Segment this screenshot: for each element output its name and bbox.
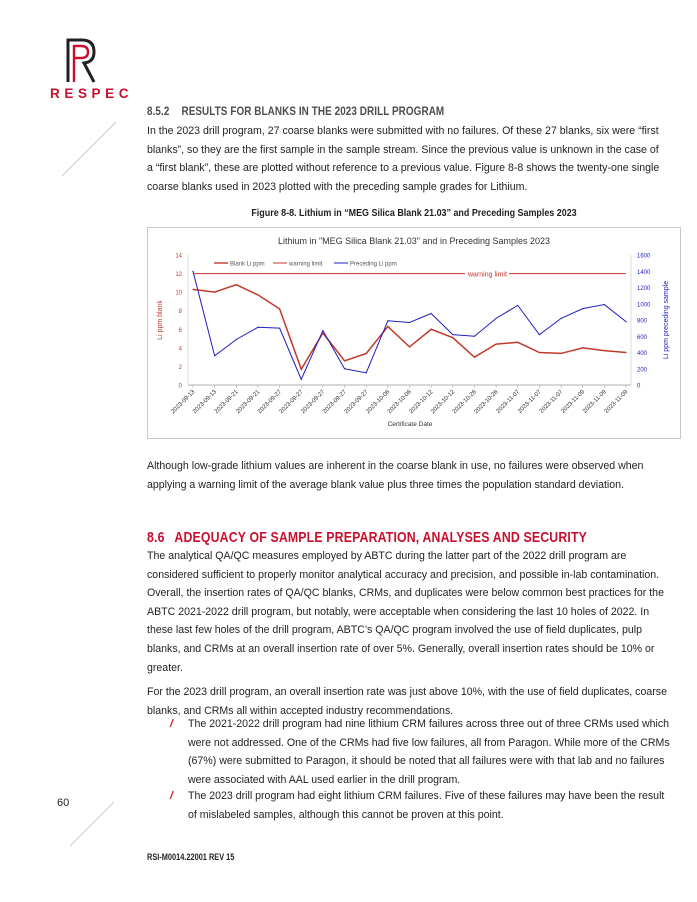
warning-limit-label: warning limit xyxy=(468,271,507,279)
x-tick-label: 2023-11-09 xyxy=(560,389,587,415)
y-tick-left: 12 xyxy=(175,272,182,279)
bullet-slash-icon: / xyxy=(170,718,173,730)
r-logo-icon xyxy=(44,36,116,84)
decorative-diagonal-top xyxy=(60,120,120,180)
section-number: 8.6 xyxy=(147,529,165,546)
legend-warning-label: warning limit xyxy=(289,261,323,268)
insertion-rate-paragraph: For the 2023 drill program, an overall insertion rate was just above 10%, with the use of field duplicates, coarse blanks, and CRMs all within accepted industry recommendations. xyxy=(147,686,667,717)
respec-logo-mark xyxy=(44,36,116,84)
y-tick-right: 1400 xyxy=(637,269,651,276)
series-blank-point xyxy=(279,308,280,309)
section-heading xyxy=(147,529,587,546)
x-tick-label: 2023-09-27 xyxy=(343,389,370,416)
y-tick-right: 200 xyxy=(637,367,648,374)
x-tick-label: 2023-10-26 xyxy=(473,389,500,416)
x-tick-label: 2023-09-21 xyxy=(235,389,262,416)
chart-title: Lithium in "MEG Silica Blank 21.03" and in Preceding Samples 2023 xyxy=(277,236,551,246)
series-preceding-line xyxy=(193,271,626,379)
series-preceding-point xyxy=(625,321,626,322)
series-preceding-point xyxy=(387,320,388,321)
legend-blank-label: Blank Li ppm xyxy=(230,261,265,268)
y-tick-right: 800 xyxy=(637,318,648,325)
series-blank-point xyxy=(452,337,453,338)
series-blank-point xyxy=(582,347,583,348)
document-footer: RSI-M0014.22001 REV 15 xyxy=(147,852,235,862)
y-tick-right: 1000 xyxy=(637,302,651,309)
y-tick-right: 400 xyxy=(637,351,648,357)
series-preceding-point xyxy=(236,339,237,340)
series-blank-point xyxy=(214,292,215,293)
series-preceding-point xyxy=(604,304,605,305)
chart-legend xyxy=(214,262,397,268)
y-tick-left: 10 xyxy=(175,290,182,297)
series-preceding-point xyxy=(539,334,540,335)
series-preceding-point xyxy=(560,318,561,319)
series-preceding-point xyxy=(496,318,497,319)
x-tick-label: 2023-10-26 xyxy=(451,389,478,416)
subsection-title: RESULTS FOR BLANKS IN THE 2023 DRILL PROGRAM xyxy=(181,106,445,118)
x-tick-label: 2023-09-13 xyxy=(192,389,219,416)
series-blank-point xyxy=(496,344,497,345)
x-tick-label: 2023-09-27 xyxy=(322,389,348,416)
series-preceding-point xyxy=(301,379,302,380)
series-blank-point xyxy=(257,294,258,295)
series-blank-point xyxy=(387,326,388,327)
series-blank-point xyxy=(474,357,475,358)
x-axis-label: Certificate Date xyxy=(387,421,433,428)
bullet-item xyxy=(170,715,670,789)
chart-container xyxy=(147,227,681,439)
respec-wordmark: RESPEC xyxy=(50,86,134,101)
x-tick-label: 2023-11-07 xyxy=(495,389,522,415)
bullet-item xyxy=(170,787,670,824)
y-tick-left: 0 xyxy=(178,383,182,390)
decorative-diagonal-bottom xyxy=(68,800,118,850)
page-number: 60 xyxy=(57,797,70,809)
x-tick-label: 2023-11-07 xyxy=(517,389,543,415)
y-tick-right: 600 xyxy=(637,334,648,341)
series-blank-point xyxy=(431,329,432,330)
x-tick-label: 2023-11-07 xyxy=(538,389,565,415)
series-preceding-point xyxy=(409,322,410,323)
series-preceding-point xyxy=(452,334,453,335)
bullet-text: The 2021-2022 drill program had nine lithium CRM failures across three out of three CRMs used which were not addressed. One of the CRMs had five low failures, all from Paragon. While more of the CRMs (67%) were submitted to Paragon, it should be noted that all failures were with that lab and no failures were associated with AAL used earlier in the drill program. xyxy=(188,718,670,786)
y-tick-right: 0 xyxy=(637,383,641,390)
low-grade-paragraph: Although low-grade lithium values are inherent in the coarse blank in use, no failures were observed when applying a warning limit of the average blank value plus three times the population standard deviation. xyxy=(147,460,644,491)
series-blank-point xyxy=(366,353,367,354)
series-blank-point xyxy=(560,353,561,354)
bullet-text: The 2023 drill program had eight lithium CRM failures. Five of these failures may have been the result of mislabeled samples, although this cannot be proven at this point. xyxy=(188,790,665,821)
y-axis-left-label: Li ppm blank xyxy=(157,300,164,340)
x-tick-label: 2023-09-27 xyxy=(278,389,305,416)
series-blank-point xyxy=(236,284,237,285)
y-tick-left: 14 xyxy=(175,253,182,260)
y-tick-left: 8 xyxy=(178,309,182,316)
x-tick-label: 2023-10-06 xyxy=(365,389,392,416)
series-preceding-point xyxy=(517,305,518,306)
x-tick-label: 2023-11-09 xyxy=(603,389,630,415)
series-preceding-point xyxy=(279,328,280,329)
qaqc-paragraph: The analytical QA/QC measures employed by ABTC during the latter part of the 2022 drill program are considered sufficient to properly monitor analytical accuracy and precision, and possible in-lab contamination. Overall, the insertion rates of QA/QC blanks, CRMs, and duplicates were below common best practices for the ABTC 2021-2022 drill program, but notably, were acceptable when considering the last 10 holes of 2022. In these last few holes of the drill program, ABTC’s QA/QC program involved the use of field duplicates, pulp blanks, and CRMs at an overall insertion rate of over 5%. Generally, overall insertion rates should be 10% or greater. xyxy=(147,550,664,674)
series-blank-point xyxy=(517,342,518,343)
y-tick-left: 6 xyxy=(178,327,182,334)
x-tick-label: 2023-09-13 xyxy=(170,389,197,416)
section-title: ADEQUACY OF SAMPLE PREPARATION, ANALYSES AND SECURITY xyxy=(174,529,588,546)
x-tick-label: 2023-09-27 xyxy=(300,389,327,416)
y-tick-left: 4 xyxy=(178,346,182,353)
x-tick-label: 2023-10-12 xyxy=(430,389,457,416)
series-preceding-point xyxy=(322,330,323,331)
legend-preceding-label: Preceding Li ppm xyxy=(350,261,397,268)
x-tick-label: 2023-09-21 xyxy=(213,389,240,416)
series-preceding-point xyxy=(582,308,583,309)
series-blank-point xyxy=(539,352,540,353)
subsection-number: 8.5.2 xyxy=(147,106,170,118)
series-blank-point xyxy=(344,360,345,361)
series-preceding-point xyxy=(214,355,215,356)
series-blank-point xyxy=(604,350,605,351)
x-tick-label: 2023-09-27 xyxy=(257,389,284,416)
y-axis-right-label: Li ppm preceding sample xyxy=(663,280,670,360)
subsection-heading xyxy=(147,106,444,118)
series-blank-point xyxy=(409,346,410,347)
bullet-slash-icon: / xyxy=(170,790,173,802)
series-preceding-point xyxy=(257,327,258,328)
series-preceding-point xyxy=(474,336,475,337)
y-tick-left: 2 xyxy=(178,364,182,371)
x-tick-label: 2023-10-12 xyxy=(408,389,435,416)
series-preceding-point xyxy=(192,271,193,272)
y-tick-right: 1600 xyxy=(637,253,651,260)
series-blank-point xyxy=(301,369,302,370)
series-blank-point xyxy=(192,289,193,290)
series-blank-point xyxy=(625,352,626,353)
series-preceding-point xyxy=(366,372,367,373)
x-tick-label: 2023-11-09 xyxy=(582,389,608,415)
series-preceding-point xyxy=(431,313,432,314)
lithium-chart xyxy=(148,228,680,438)
y-tick-right: 1200 xyxy=(637,286,651,292)
figure-caption: Figure 8-8. Lithium in “MEG Silica Blank 21.03” and Preceding Samples 2023 xyxy=(251,208,577,219)
x-tick-label: 2023-10-06 xyxy=(386,389,413,416)
series-preceding-point xyxy=(344,368,345,369)
blanks-paragraph: In the 2023 drill program, 27 coarse blanks were submitted with no failures. Of these 27 blanks, six were “first blanks”, so they are the first sample in the sample stream. Since the previous value is unknown in the case of a “first blank”, these are plotted without reference to a previous value. Figure 8-8 shows the twenty-one single coarse blanks used in 2023 plotted with the preceding sample grades for Lithium. xyxy=(147,125,660,193)
